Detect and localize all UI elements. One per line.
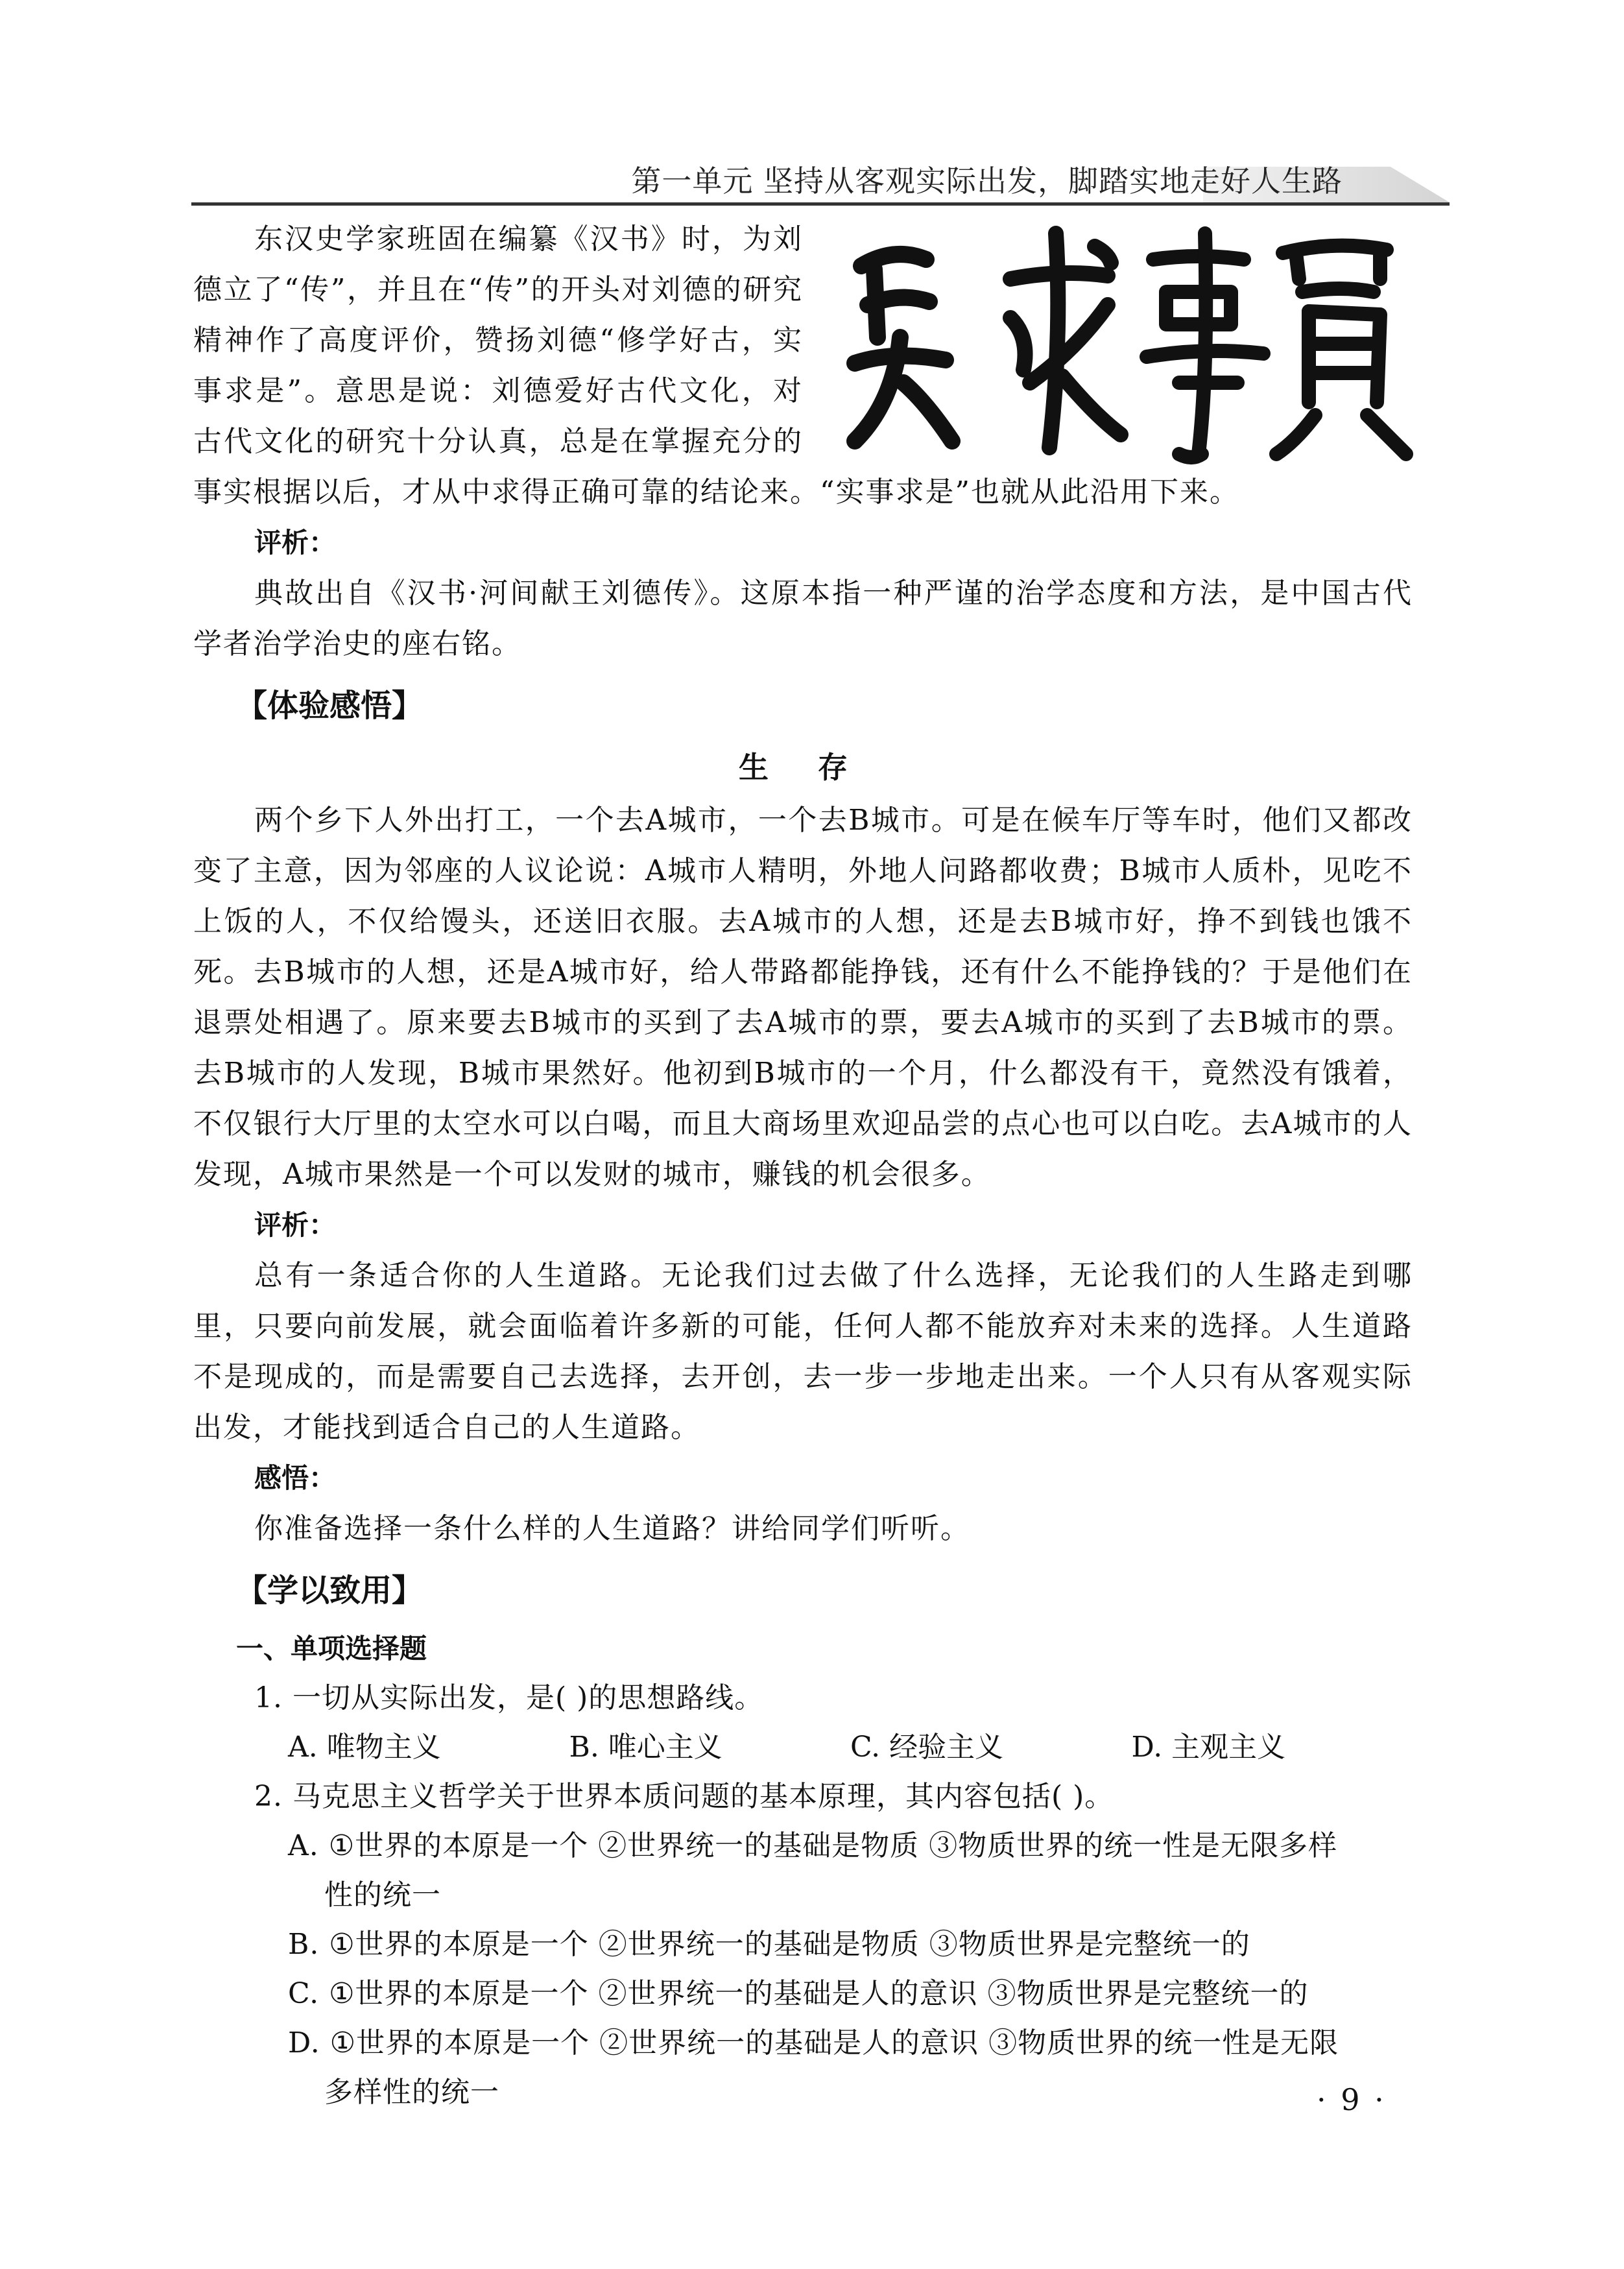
- question-2-stem: 2. 马克思主义哲学关于世界本质问题的基本原理，其内容包括( )。: [254, 1780, 1114, 1813]
- q2-option-d-line1: D. ①世界的本原是一个 ②世界统一的基础是人的意识 ③物质世界的统一性是无限: [288, 2026, 1339, 2059]
- subsection-title-single-choice: 一、单项选择题: [236, 1633, 427, 1664]
- header-title: 第一单元 坚持从客观实际出发，脚踏实地走好人生路: [631, 163, 1343, 198]
- story-title: 生 存: [738, 750, 867, 785]
- q2-option-c: C. ①世界的本原是一个 ②世界统一的基础是人的意识 ③物质世界是完整统一的: [288, 1977, 1309, 2010]
- q2-option-a: [288, 1821, 1413, 1920]
- question-1-options: [288, 1723, 1413, 1772]
- q1-option-c: C. 经验主义: [850, 1731, 1004, 1764]
- feeling-text: 你准备选择一条什么样的人生道路？讲给同学们听听。: [254, 1512, 970, 1545]
- page-content: [193, 208, 1413, 2117]
- q2-option-d-line2: 多样性的统一: [324, 2076, 499, 2109]
- intro-analysis-label: 评析：: [254, 527, 337, 558]
- intro-block: [193, 208, 1413, 518]
- section-title-practice: 【学以致用】: [236, 1572, 424, 1609]
- q2-option-a-line1: A. ①世界的本原是一个 ②世界统一的基础是物质 ③物质世界的统一性是无限多样: [288, 1829, 1338, 1862]
- story-analysis-label: 评析：: [254, 1209, 337, 1241]
- header-rule: [191, 202, 1450, 206]
- feeling-label: 感悟：: [254, 1462, 337, 1494]
- intro-paragraph: 东汉史学家班固在编纂《汉书》时，为刘德立了“传”，并且在“传”的开头对刘德的研究精神作了高度评价，赞扬刘德“修学好古，实事求是”。意思是说：刘德爱好古代文化，对古代文化的研究十分认真，总是在掌握充分的事实根据以后，才从中求得正确可靠的结论来。“实事求是”也就从此沿用下来。: [193, 222, 1239, 509]
- section-title-experience: 【体验感悟】: [236, 688, 424, 724]
- q1-option-a: A. 唯物主义: [288, 1731, 441, 1764]
- intro-analysis-text: 典故出自《汉书·河间献王刘德传》。这原本指一种严谨的治学态度和方法，是中国古代学者治学治史的座右铭。: [193, 577, 1413, 660]
- page-number: · 9 ·: [1317, 2082, 1387, 2117]
- story-analysis-text: 总有一条适合你的人生道路。无论我们过去做了什么选择，无论我们的人生路走到哪里，只要向前发展，就会面临着许多新的可能，任何人都不能放弃对未来的选择。人生道路不是现成的，而是需要自己去选择，去开创，去一步一步地走出来。一个人只有从客观实际出发，才能找到适合自己的人生道路。: [193, 1259, 1413, 1444]
- q1-option-b: B. 唯心主义: [569, 1731, 722, 1764]
- running-header: [191, 165, 1450, 206]
- question-1-stem: 1. 一切从实际出发，是( )的思想路线。: [254, 1681, 764, 1714]
- story-paragraph: 两个乡下人外出打工，一个去A城市，一个去B城市。可是在候车厅等车时，他们又都改变了主意，因为邻座的人议论说：A城市人精明，外地人问路都收费；B城市人质朴，见吃不上饭的人，不仅给馒头，还送旧衣服。去A城市的人想，还是去B城市好，挣不到钱也饿不死。去B城市的人想，还是A城市好，给人带路都能挣钱，还有什么不能挣钱的？于是他们在退票处相遇了。原来要去B城市的买到了去A城市的票，要去A城市的买到了去B城市的票。去B城市的人发现，B城市果然好。他初到B城市的一个月，什么都没有干，竟然没有饿着，不仅银行大厅里的太空水可以白喝，而且大商场里欢迎品尝的点心也可以白吃。去A城市的人发现，A城市果然是一个可以发财的城市，赚钱的机会很多。: [193, 804, 1413, 1191]
- q1-option-d: D. 主观主义: [1131, 1731, 1286, 1764]
- calligraphy-seal-image: [816, 208, 1426, 467]
- q2-option-a-line2: 性的统一: [324, 1879, 441, 1912]
- q2-option-d: [288, 2019, 1413, 2117]
- q2-option-b: B. ①世界的本原是一个 ②世界统一的基础是物质 ③物质世界是完整统一的: [288, 1928, 1250, 1961]
